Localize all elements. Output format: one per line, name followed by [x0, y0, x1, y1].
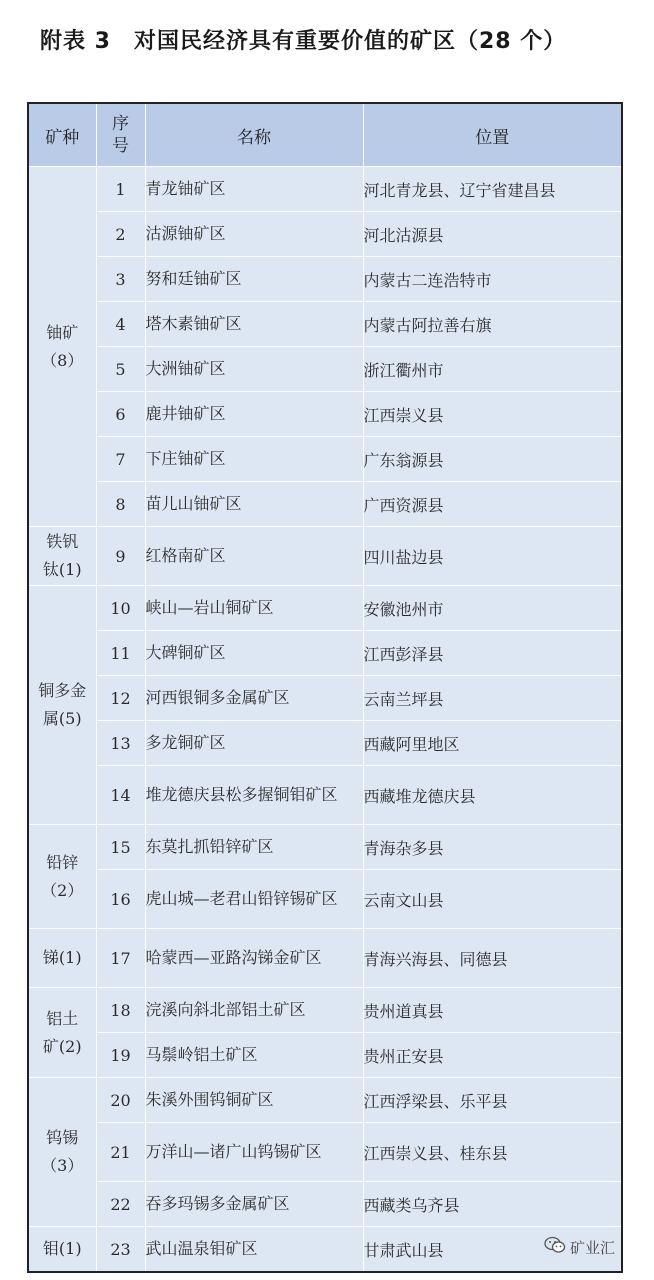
mine-name: 朱溪外围钨铜矿区 — [145, 1078, 363, 1123]
category-label: 铅锌 — [46, 852, 79, 872]
category-cell-fevti — [28, 527, 96, 586]
mine-name: 鹿井铀矿区 — [145, 392, 363, 437]
table-row — [28, 482, 622, 527]
mine-name: 吞多玛锡多金属矿区 — [145, 1182, 363, 1227]
category-label: 铝土 — [46, 1008, 79, 1028]
mine-location: 江西浮梁县、乐平县 — [363, 1078, 622, 1123]
mine-name: 努和廷铀矿区 — [145, 257, 363, 302]
table-row — [28, 527, 622, 586]
mine-location: 青海兴海县、同德县 — [363, 929, 622, 988]
category-cell-bauxite — [28, 988, 96, 1078]
header-name: 名称 — [145, 103, 363, 167]
row-number: 4 — [96, 302, 145, 347]
mine-name: 塔木素铀矿区 — [145, 302, 363, 347]
mine-location: 云南文山县 — [363, 870, 622, 929]
mine-location: 青海杂多县 — [363, 825, 622, 870]
category-count: 钛(1) — [42, 560, 82, 579]
category-label: 铀矿 — [46, 322, 79, 342]
row-number: 21 — [96, 1123, 145, 1182]
mine-name: 沽源铀矿区 — [145, 212, 363, 257]
mine-location: 河北青龙县、辽宁省建昌县 — [363, 167, 622, 212]
category-label: 钨锡 — [46, 1128, 79, 1147]
category-count: （3） — [41, 1156, 84, 1175]
category-label: 铜多金 — [38, 681, 87, 700]
table-row — [28, 631, 622, 676]
row-number: 10 — [96, 586, 145, 631]
row-number: 1 — [96, 167, 145, 212]
row-number: 8 — [96, 482, 145, 527]
mine-name: 大碑铜矿区 — [145, 631, 363, 676]
mine-name: 马鬃岭铝土矿区 — [145, 1033, 363, 1078]
mine-name: 河西银铜多金属矿区 — [145, 676, 363, 721]
table-row — [28, 347, 622, 392]
mine-location: 浙江衢州市 — [363, 347, 622, 392]
table-row — [28, 988, 622, 1033]
row-number: 9 — [96, 527, 145, 586]
mine-name: 青龙铀矿区 — [145, 167, 363, 212]
category-cell-copper — [28, 586, 96, 825]
header-location: 位置 — [363, 103, 622, 167]
mine-location: 四川盐边县 — [363, 527, 622, 586]
row-number: 23 — [96, 1227, 145, 1273]
table-row — [28, 929, 622, 988]
mine-name: 红格南矿区 — [145, 527, 363, 586]
row-number: 19 — [96, 1033, 145, 1078]
row-number: 2 — [96, 212, 145, 257]
mine-name: 下庄铀矿区 — [145, 437, 363, 482]
category-cell-mo: 钼(1) — [28, 1227, 96, 1273]
row-number: 16 — [96, 870, 145, 929]
mine-name: 哈蒙西—亚路沟锑金矿区 — [145, 929, 363, 988]
mine-name: 苗儿山铀矿区 — [145, 482, 363, 527]
category-count: 属(5) — [42, 709, 82, 728]
table-row — [28, 1078, 622, 1123]
row-number: 22 — [96, 1182, 145, 1227]
mine-name: 峡山—岩山铜矿区 — [145, 586, 363, 631]
mine-location: 广西资源县 — [363, 482, 622, 527]
table-row — [28, 1123, 622, 1182]
row-number: 18 — [96, 988, 145, 1033]
table-row — [28, 1182, 622, 1227]
category-cell-uranium — [28, 167, 96, 527]
table-row — [28, 1033, 622, 1078]
table-row — [28, 870, 622, 929]
mine-location: 甘肃武山县 — [363, 1227, 622, 1273]
table-row — [28, 676, 622, 721]
mine-name: 大洲铀矿区 — [145, 347, 363, 392]
table-row — [28, 1227, 622, 1273]
mine-name: 浣溪向斜北部铝土矿区 — [145, 988, 363, 1033]
category-cell-pbzn — [28, 825, 96, 929]
mine-name: 万洋山—诸广山钨锡矿区 — [145, 1123, 363, 1182]
mine-location: 广东翁源县 — [363, 437, 622, 482]
row-number: 15 — [96, 825, 145, 870]
row-number: 5 — [96, 347, 145, 392]
category-count: （2） — [41, 880, 84, 900]
category-cell-sb: 锑(1) — [28, 929, 96, 988]
header-number-line1: 序 — [112, 114, 129, 134]
row-number: 17 — [96, 929, 145, 988]
mine-name: 东莫扎抓铅锌矿区 — [145, 825, 363, 870]
mine-name: 多龙铜矿区 — [145, 721, 363, 766]
table-row — [28, 167, 622, 212]
mine-location: 江西彭泽县 — [363, 631, 622, 676]
mine-location: 贵州正安县 — [363, 1033, 622, 1078]
mine-location: 江西崇义县 — [363, 392, 622, 437]
mine-location: 贵州道真县 — [363, 988, 622, 1033]
table-row — [28, 586, 622, 631]
category-count: （8） — [41, 350, 84, 370]
row-number: 12 — [96, 676, 145, 721]
wechat-icon — [544, 1236, 566, 1258]
mine-location: 河北沽源县 — [363, 212, 622, 257]
mine-name: 堆龙德庆县松多握铜钼矿区 — [145, 766, 363, 825]
table-row — [28, 825, 622, 870]
mine-location: 内蒙古阿拉善右旗 — [363, 302, 622, 347]
table-row — [28, 212, 622, 257]
mine-name: 武山温泉钼矿区 — [145, 1227, 363, 1273]
row-number: 3 — [96, 257, 145, 302]
mine-location: 西藏阿里地区 — [363, 721, 622, 766]
row-number: 14 — [96, 766, 145, 825]
watermark-text: 矿业汇 — [570, 1238, 616, 1257]
table-row — [28, 257, 622, 302]
table-row — [28, 302, 622, 347]
category-count: 矿(2) — [42, 1036, 82, 1056]
row-number: 6 — [96, 392, 145, 437]
mine-location: 安徽池州市 — [363, 586, 622, 631]
mine-location: 内蒙古二连浩特市 — [363, 257, 622, 302]
category-label: 铁钒 — [46, 532, 79, 551]
page-title: 附表 3 对国民经济具有重要价值的矿区（28 个） — [40, 29, 567, 54]
mine-location: 西藏堆龙德庆县 — [363, 766, 622, 825]
table-row — [28, 721, 622, 766]
row-number: 7 — [96, 437, 145, 482]
table-row — [28, 437, 622, 482]
table-row — [28, 392, 622, 437]
row-number: 11 — [96, 631, 145, 676]
header-category: 矿种 — [28, 103, 96, 167]
watermark — [544, 1236, 615, 1258]
header-number — [96, 103, 145, 167]
header-number-line2: 号 — [112, 136, 129, 156]
table-header-row — [28, 103, 622, 167]
mine-name: 虎山城—老君山铅锌锡矿区 — [145, 870, 363, 929]
table-row — [28, 766, 622, 825]
mining-areas-table — [27, 102, 623, 1273]
row-number: 13 — [96, 721, 145, 766]
category-cell-wsn — [28, 1078, 96, 1227]
mine-location: 云南兰坪县 — [363, 676, 622, 721]
row-number: 20 — [96, 1078, 145, 1123]
mine-location: 西藏类乌齐县 — [363, 1182, 622, 1227]
mine-location: 江西崇义县、桂东县 — [363, 1123, 622, 1182]
